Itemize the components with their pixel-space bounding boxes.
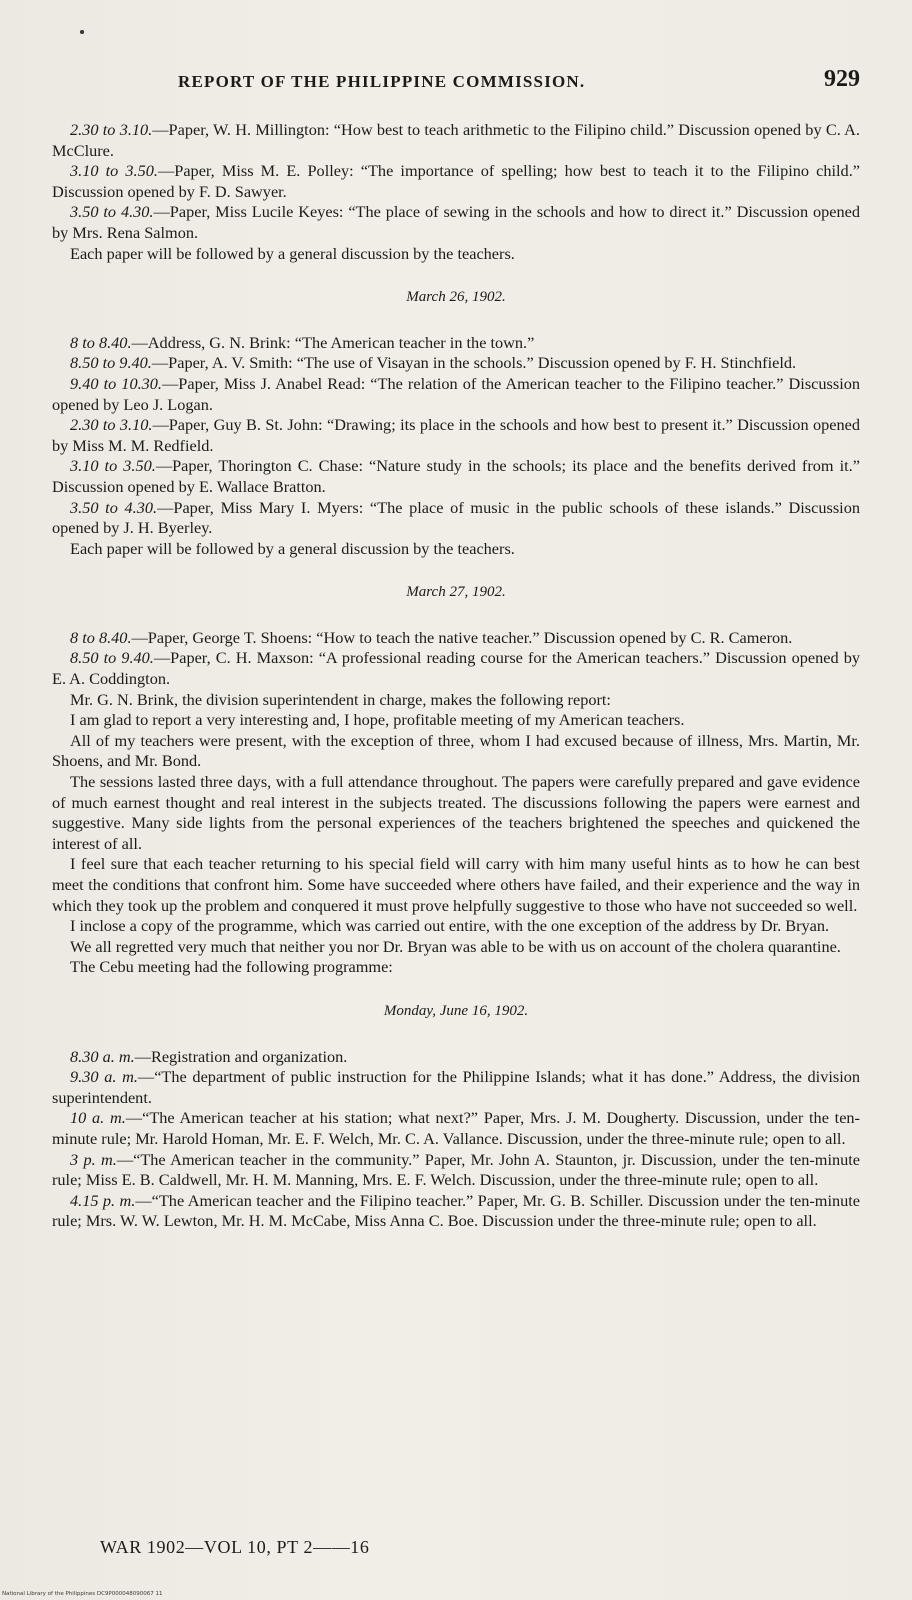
paragraph (52, 916, 860, 937)
paragraph (52, 539, 860, 560)
time-slot: 4.15 p. m. (70, 1190, 136, 1210)
page-body (52, 120, 860, 1232)
time-slot: 9.40 to 10.30. (70, 373, 163, 393)
time-slot: 8 to 8.40. (70, 332, 132, 352)
date-heading-june-16: Monday, June 16, 1902. (383, 1002, 529, 1019)
paragraph-text: —“The American teacher and the Filipino teacher.” Paper, Mr. G. B. Schiller. Discussion under the ten-minute rule; Mrs. W. W. Lewton, Mr. H. M. McCabe, Miss Anna C. Boe. Discussion under the three-minute rule; open to all. (52, 1190, 861, 1231)
paragraph (52, 1191, 860, 1232)
paragraph (52, 244, 860, 265)
paragraph-text: —Paper, Thorington C. Chase: “Nature study in the schools; its place and the benefits derived from it.” Discussion opened by E. Wallace Bratton. (52, 456, 860, 496)
time-slot: 3 p. m. (70, 1149, 117, 1169)
paragraph (52, 648, 860, 689)
paragraph-text: The sessions lasted three days, with a full attendance throughout. The papers were carefully prepared and gave evidence of much earnest thought and real interest in the subjects treated. The discussions following the papers were earnest and suggestive. Many side lights from the personal experiences of the teachers brightened the speeches and quickened the interest of all. (52, 772, 860, 853)
scan-credit: National Library of the Philippines DC9P000048090067 11 (2, 1591, 163, 1597)
paragraph (52, 937, 860, 958)
paragraph-text: —“The department of public instruction for the Philippine Islands; what it has done.” Address, the division superintendent. (52, 1067, 860, 1107)
paragraph-text: —Paper, Guy B. St. John: “Drawing; its place in the schools and how best to present it.” Discussion opened by Miss M. M. Redfield. (52, 415, 860, 455)
paragraph-text: All of my teachers were present, with the exception of three, whom I had excused because of illness, Mrs. Martin, Mr. Shoens, and Mr. Bond. (52, 730, 860, 771)
paragraph (52, 120, 860, 161)
time-slot: 3.50 to 4.30. (70, 202, 154, 222)
paragraph (52, 374, 860, 415)
page-header (50, 66, 860, 96)
paragraph-text: I inclose a copy of the programme, which was carried out entire, with the one exception of the address by Dr. Bryan. (70, 916, 830, 936)
time-slot: 8 to 8.40. (70, 627, 132, 647)
date-heading-march-26: March 26, 1902. (406, 289, 506, 306)
running-head: REPORT OF THE PHILIPPINE COMMISSION. (178, 72, 586, 91)
paragraph-text: I am glad to report a very interesting and, I hope, profitable meeting of my American teachers. (70, 710, 685, 730)
scan-speck (80, 30, 84, 34)
paragraph-text: —“The American teacher in the community.” Paper, Mr. John A. Staunton, jr. Discussion, under the ten-minute rule; Miss E. B. Caldwell, Mr. H. M. Manning, Mrs. E. F. Welch. Discussion, under the three-minute rule; open to all. (52, 1149, 860, 1190)
paragraph-text: I feel sure that each teacher returning to his special field will carry with him many useful hints as to how he can best meet the conditions that confront him. Some have succeeded where others have failed, and their experience and the way in which they took up the problem and conquered it must prove helpfully suggestive to those who have not succeeded so well. (52, 854, 860, 915)
paragraph (52, 161, 860, 202)
time-slot: 8.50 to 9.40. (70, 648, 154, 668)
date-heading-march-27: March 27, 1902. (406, 584, 506, 601)
paragraph-text: —“The American teacher at his station; what next?” Paper, Mrs. J. M. Dougherty. Discussion, under the ten-minute rule; Mr. Harold Homan, Mr. E. F. Welch, Mr. C. A. Vallance. Discussion, under the three-minute rule; open to all. (52, 1108, 860, 1148)
schedule-block-2 (52, 333, 860, 560)
schedule-block-4 (52, 1047, 860, 1232)
schedule-block-3 (52, 628, 860, 978)
paragraph (52, 353, 860, 374)
paragraph (52, 731, 860, 772)
paragraph-text: Each paper will be followed by a general discussion by the teachers. (70, 538, 515, 558)
time-slot: 9.30 a. m. (70, 1067, 138, 1087)
paragraph-text: The Cebu meeting had the following programme: (70, 957, 393, 977)
time-slot: 2.30 to 3.10. (70, 415, 153, 435)
time-slot: 3.10 to 3.50. (70, 456, 156, 476)
paragraph-text: —Address, G. N. Brink: “The American teacher in the town.” (131, 332, 535, 352)
paragraph-text: —Paper, C. H. Maxson: “A professional reading course for the American teachers.” Discussion opened by E. A. Coddington. (52, 648, 860, 689)
paragraph (52, 854, 860, 916)
paragraph-text: We all regretted very much that neither you nor Dr. Bryan was able to be with us on account of the cholera quarantine. (70, 936, 841, 956)
time-slot: 10 a. m. (70, 1108, 126, 1128)
paragraph (52, 1047, 860, 1068)
paragraph-text: —Paper, W. H. Millington: “How best to teach arithmetic to the Filipino child.” Discussion opened by C. A. McClure. (52, 120, 860, 160)
paragraph (52, 333, 860, 354)
time-slot: 2.30 to 3.10. (70, 120, 153, 139)
time-slot: 8.50 to 9.40. (70, 353, 152, 373)
paragraph (52, 415, 860, 456)
signature-line: WAR 1902—VOL 10, PT 2——16 (100, 1537, 370, 1557)
time-slot: 3.50 to 4.30. (70, 497, 158, 517)
paragraph (52, 1067, 860, 1108)
time-slot: 8.30 a. m. (70, 1046, 135, 1066)
paragraph-text: —Paper, George T. Shoens: “How to teach the native teacher.” Discussion opened by C. R. Cameron. (131, 627, 793, 647)
paragraph (52, 498, 860, 539)
paragraph (52, 628, 860, 649)
paragraph (52, 1150, 860, 1191)
paragraph-text: —Paper, Miss Mary I. Myers: “The place of music in the public schools of these islands.” Discussion opened by J. H. Byerley. (52, 497, 860, 538)
paragraph (52, 957, 860, 978)
page-number: 929 (824, 66, 860, 92)
paragraph-text: Each paper will be followed by a general discussion by the teachers. (70, 243, 515, 263)
paragraph (52, 202, 860, 243)
paragraph-text: —Registration and organization. (134, 1046, 348, 1066)
paragraph-text: —Paper, Miss J. Anabel Read: “The relation of the American teacher to the Filipino teacher.” Discussion opened by Leo J. Logan. (52, 373, 860, 414)
paragraph (52, 772, 860, 854)
time-slot: 3.10 to 3.50. (70, 161, 158, 181)
paragraph-text: —Paper, Miss Lucile Keyes: “The place of sewing in the schools and how to direct it.” Discussion opened by Mrs. Rena Salmon. (52, 202, 860, 242)
paragraph-text: —Paper, Miss M. E. Polley: “The importance of spelling; how best to teach it to the Filipino child.” Discussion opened by F. D. Sawyer. (52, 161, 860, 201)
paragraph (52, 710, 860, 731)
paragraph (52, 456, 860, 497)
schedule-block-1 (52, 120, 860, 264)
paragraph (52, 690, 860, 711)
paragraph-text: —Paper, A. V. Smith: “The use of Visayan in the schools.” Discussion opened by F. H. Stinchfield. (151, 353, 797, 373)
paragraph (52, 1108, 860, 1149)
paragraph-text: Mr. G. N. Brink, the division superintendent in charge, makes the following report: (70, 689, 611, 709)
